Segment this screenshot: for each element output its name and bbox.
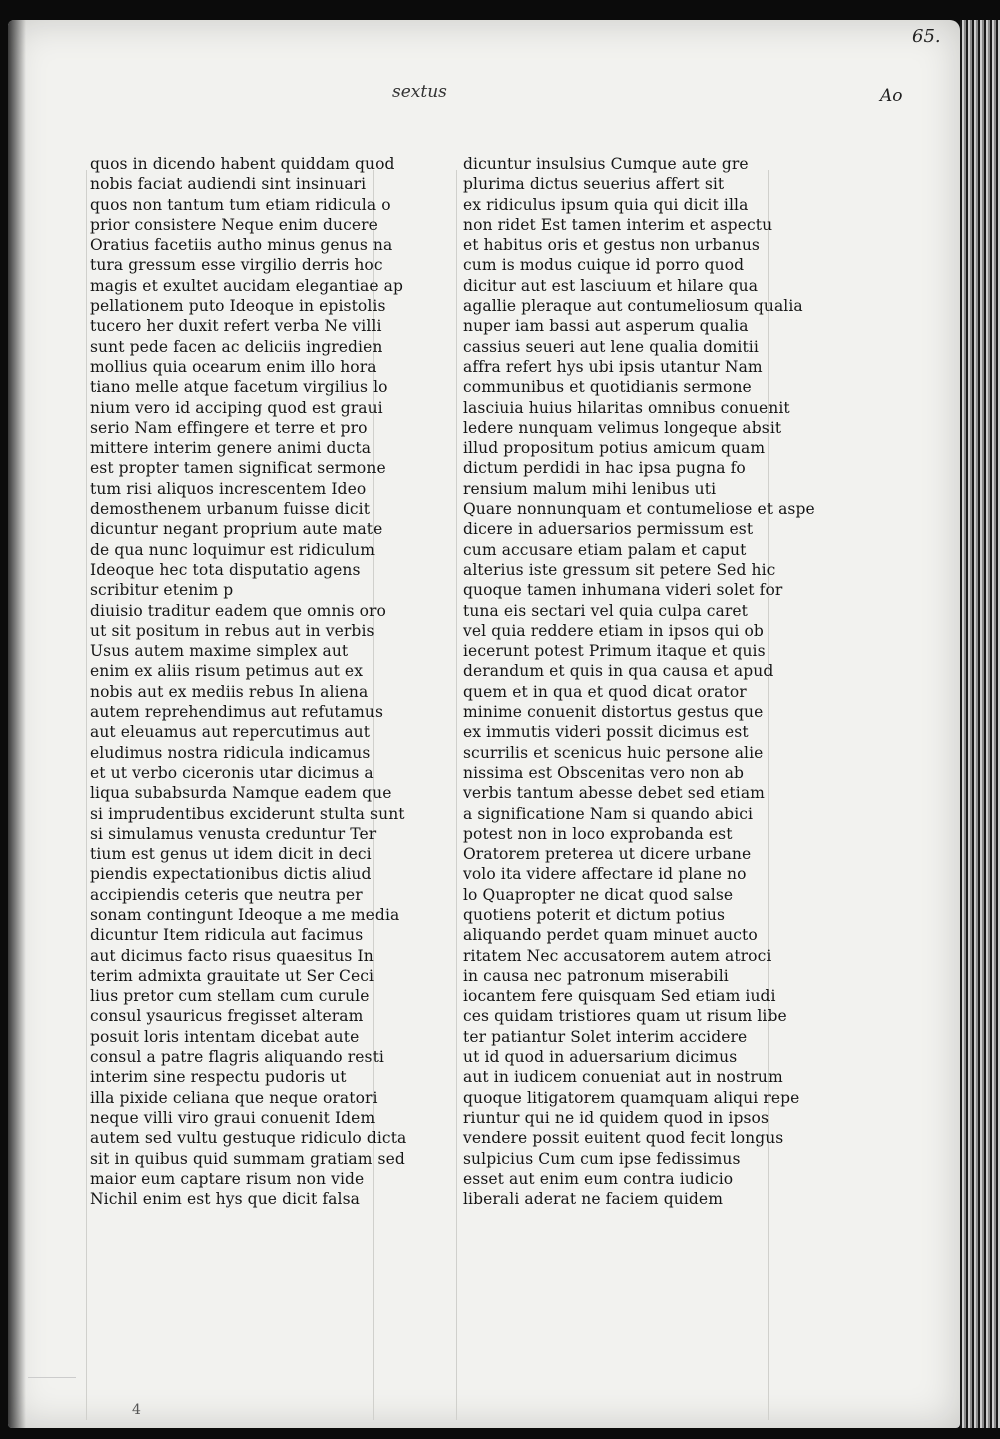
text-line: vel quia reddere etiam in ipsos qui ob [463,621,764,640]
text-line: nobis faciat audiendi sint insinuari [90,175,367,194]
text-line: nuper iam bassi aut asperum qualia [463,317,749,336]
text-line: diuisio traditur eadem que omnis oro [90,601,386,620]
text-line: derandum et quis in qua causa et apud [463,662,774,681]
text-line: quem et in qua et quod dicat orator [463,682,747,701]
text-line: maior eum captare risum non vide [90,1169,365,1188]
bottom-mark: 4 [132,1402,141,1418]
text-line: sonam contingunt Ideoque a me media [90,905,400,924]
text-line: terim admixta grauitate ut Ser Ceci [90,966,375,985]
text-line: volo ita videre affectare id plane no [463,865,747,884]
text-line: tum risi aliquos increscentem Ideo [90,479,367,498]
folio-number: 65. [912,26,941,47]
library-stamp [28,1365,76,1378]
text-line: quoque tamen inhumana videri solet for [463,581,783,600]
text-line: quos in dicendo habent quiddam quod [90,155,395,173]
text-line: liqua subabsurda Namque eadem que [90,784,392,803]
text-line: potest non in loco exprobanda est [463,824,733,843]
text-line: ut sit positum in rebus aut in verbis [90,621,375,640]
text-line: accipiendis ceteris que neutra per [90,885,363,904]
text-line: tucero her duxit refert verba Ne villi [90,317,382,336]
text-line: dicitur aut est lasciuum et hilare qua [463,276,759,295]
text-line: ritatem Nec accusatorem autem atroci [463,946,772,965]
text-line: mittere interim genere animi ducta [90,439,372,458]
text-line: lo Quapropter ne dicat quod salse [463,885,734,904]
text-line: affra refert hys ubi ipsis utantur Nam [463,357,763,376]
right-column-text [463,154,815,1209]
text-line: ter patiantur Solet interim accidere [463,1027,748,1046]
text-line: demosthenem urbanum fuisse dicit [90,500,371,519]
text-line: prior consistere Neque enim ducere [90,215,378,234]
text-line: agallie pleraque aut contumeliosum qualia [463,297,803,316]
text-line: consul a patre flagris aliquando resti [90,1048,384,1067]
text-line: esset aut enim eum contra iudicio [463,1169,734,1188]
text-line: mollius quia ocearum enim illo hora [90,357,377,376]
text-line: aut in iudicem conueniat aut in nostrum [463,1068,783,1087]
ruling-line [456,170,457,1420]
text-line: nobis aut ex mediis rebus In aliena [90,682,369,701]
text-line: cum is modus cuique id porro quod [463,256,745,275]
text-line: nissima est Obscenitas vero non ab [463,763,745,782]
text-line: scurrilis et scenicus huic persone alie [463,743,764,762]
text-line: dicere in aduersarios permissum est [463,520,754,539]
text-line: consul ysauricus fregisset alteram [90,1007,364,1026]
text-line: quos non tantum tum etiam ridicula o [90,195,391,214]
text-line: vendere possit euitent quod fecit longus [463,1129,784,1148]
running-header: sextus [392,82,447,102]
text-line: in causa nec patronum miserabili [463,966,729,985]
text-line: dicuntur negant proprium aute mate [90,520,383,539]
text-line: cum accusare etiam palam et caput [463,540,747,559]
text-line: neque villi viro graui conuenit Idem [90,1108,376,1127]
text-line: de qua nunc loquimur est ridiculum [90,540,376,559]
text-line: scribitur etenim p [90,581,234,600]
text-line: sit in quibus quid summam gratiam sed [90,1149,405,1168]
text-line: Ideoque hec tota disputatio agens [90,560,361,579]
text-line: interim sine respectu pudoris ut [90,1068,347,1087]
text-line: tura gressum esse virgilio derris hoc [90,256,383,275]
text-line: iocantem fere quisquam Sed etiam iudi [463,987,776,1006]
text-line: sunt pede facen ac deliciis ingredien [90,337,383,356]
text-line: est propter tamen significat sermone [90,459,386,478]
text-line: verbis tantum abesse debet sed etiam [463,784,765,803]
text-line: communibus et quotidianis sermone [463,378,752,397]
ruling-line [86,170,87,1420]
text-line: tuna eis sectari vel quia culpa caret [463,601,748,620]
text-line: aliquando perdet quam minuet aucto [463,926,758,945]
text-line: illud propositum potius amicum quam [463,439,766,458]
text-line: sulpicius Cum cum ipse fedissimus [463,1149,741,1168]
text-line: aut eleuamus aut repercutimus aut [90,723,371,742]
text-line: plurima dictus seuerius affert sit [463,175,725,194]
text-line: eludimus nostra ridicula indicamus [90,743,371,762]
text-line: lasciuia huius hilaritas omnibus conuenit [463,398,790,417]
text-line: dicuntur Item ridicula aut facimus [90,926,364,945]
text-line: illa pixide celiana que neque oratori [90,1088,378,1107]
text-line: nium vero id acciping quod est graui [90,398,383,417]
text-line: et ut verbo ciceronis utar dicimus a [90,763,374,782]
text-line: quotiens poterit et dictum potius [463,905,726,924]
text-line: rensium malum mihi lenibus uti [463,479,717,498]
text-line: dictum perdidi in hac ipsa pugna fo [463,459,746,478]
text-line: riuntur qui ne id quidem quod in ipsos [463,1108,770,1127]
text-line: iecerunt potest Primum itaque et quis [463,642,766,661]
text-line: ledere nunquam velimus longeque absit [463,418,782,437]
text-line: minime conuenit distortus gestus que [463,703,764,722]
text-line: Quare nonnunquam et contumeliose et aspe [463,500,815,519]
text-line: Nichil enim est hys que dicit falsa [90,1190,360,1209]
text-line: ex immutis videri possit dicimus est [463,723,749,742]
text-line: si simulamus venusta creduntur Ter [90,824,377,843]
text-line: piendis expectationibus dictis aliud [90,865,372,884]
text-line: si imprudentibus exciderunt stulta sunt [90,804,405,823]
text-line: ut id quod in aduersarium dicimus [463,1048,738,1067]
text-line: quoque litigatorem quamquam aliqui repe [463,1088,800,1107]
text-line: tium est genus ut idem dicit in deci [90,845,372,864]
text-line: ces quidam tristiores quam ut risum libe [463,1007,787,1026]
left-column-text [90,154,407,1209]
text-line: autem reprehendimus aut refutamus [90,703,384,722]
text-line: dicuntur insulsius Cumque aute gre [463,155,749,173]
quire-mark: Ao [880,86,903,106]
text-line: Oratius facetiis autho minus genus na [90,236,393,255]
text-line: serio Nam effingere et terre et pro [90,418,368,437]
text-line: a significatione Nam si quando abici [463,804,754,823]
text-line: pellationem puto Ideoque in epistolis [90,297,386,316]
text-line: aut dicimus facto risus quaesitus In [90,946,374,965]
text-line: posuit loris intentam dicebat aute [90,1027,360,1046]
text-line: liberali aderat ne faciem quidem [463,1190,723,1209]
text-line: lius pretor cum stellam cum curule [90,987,370,1006]
text-line: enim ex aliis risum petimus aut ex [90,662,364,681]
text-line: magis et exultet aucidam elegantiae ap [90,276,404,295]
text-line: autem sed vultu gestuque ridiculo dicta [90,1129,407,1148]
text-line: cassius seueri aut lene qualia domitii [463,337,759,356]
text-line: tiano melle atque facetum virgilius lo [90,378,388,397]
text-line: alterius iste gressum sit petere Sed hic [463,560,776,579]
text-line: ex ridiculus ipsum quia qui dicit illa [463,195,749,214]
page-edges [960,20,1000,1428]
text-line: non ridet Est tamen interim et aspectu [463,215,773,234]
text-line: et habitus oris et gestus non urbanus [463,236,760,255]
text-line: Oratorem preterea ut dicere urbane [463,845,752,864]
text-line: Usus autem maxime simplex aut [90,642,349,661]
